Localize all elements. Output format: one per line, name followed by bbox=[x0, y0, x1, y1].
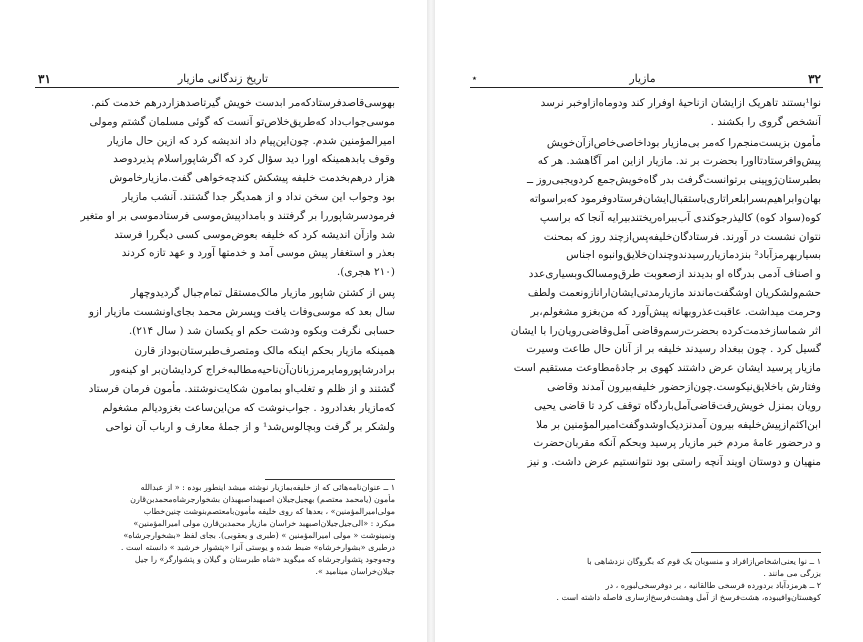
text-line: هزار درهم‌بخدمت خلیفه پیشکش کندچه‌خواهی گفت.مازیارخاموش bbox=[109, 172, 395, 185]
left-footnote-rule bbox=[265, 479, 395, 480]
right-page bbox=[435, 0, 863, 642]
text-line: امیرالمؤمنین شدم. چون‌این‌پیام داد اندیشه کرد که ازین حال مازیار bbox=[107, 134, 395, 147]
footnote-line: درطبری «بشوارخرشاه» ضبط شده و یوستی آنرا «پتشوار خرشید » دانسته است . bbox=[120, 543, 395, 552]
right-page-header bbox=[472, 66, 821, 86]
footnote-line: ۱ ــ نوا یعنی‌اشخاص‌ازافراد و منسوبان یک قوم که بگروگان نزدشاهی با bbox=[587, 557, 821, 566]
text-line: فرمودسرشاپوررا بر گرفتند و بامدادپیش‌موسی فرستادموسی بر او متغیر bbox=[80, 209, 395, 222]
text-line: و اصناف آدمی بدرگاه او بدیدند ازصعوبت طرق‌ومسالک‌وبسیاری‌عدد bbox=[528, 268, 821, 281]
right-footnote-rule bbox=[691, 552, 821, 553]
text-line: بهوسی‌قاصدفرستادکه‌مر ابدست خویش گیرتاصدهزاردرهم خدمت کنم. bbox=[91, 97, 395, 109]
right-running-title: مازیار bbox=[629, 72, 656, 85]
footnote-line: ۱ ــ عنوان‌نامه‌هائی که از خلیفه‌بمازیار نوشته میشد اینطور بوده : « از عبدالله bbox=[140, 483, 395, 492]
text-line: مأمون بزیست‌منجم‌را که‌مر بی‌مازیار بوداخاصی‌خاص‌از‌آن‌خویش bbox=[546, 136, 821, 149]
text-line: بود وجواب این سخن نداد و از همدیگر جدا گشتند. آنشب مازیار bbox=[122, 190, 395, 203]
right-page-body bbox=[472, 94, 821, 472]
text-line: پیش‌وافرستادتااورا بحضرت بر ند. مازیار ازاین امر آگاهشد. هر که bbox=[537, 155, 821, 168]
right-paragraph-1 bbox=[472, 94, 821, 132]
footnote-line: ونمینوشت « مولی امیرالمؤمنین » (طبری و یعقوبی). بجای لفظ «بشخوارجرشاه» bbox=[123, 531, 395, 540]
text-line: حسابی نگرفت وبکوه ودشت حکم او یکسان شد ( سال ۲۱۴). bbox=[128, 324, 395, 337]
left-header-rule bbox=[35, 87, 399, 88]
text-line: موسی‌جواب‌داد که‌طریق‌خلاص‌تو آنست که گوئی مسلمان گشتم ومولی bbox=[89, 115, 395, 128]
text-line: بهان‌وابراهیم‌بسر‌ابلعراتاری‌باستقبال‌ایشان‌فرستادوفرمود که‌بر‌اسواته bbox=[529, 192, 821, 205]
text-line: ولشکر بر گرفت وبچالوس‌شد¹ و از جملهٔ معارف و ارباب آن نواحی bbox=[105, 420, 395, 433]
text-line: منهیان و دوستان اویند آنچه راستی بود نتوانستیم عرض داشت. و نیز bbox=[527, 456, 821, 469]
text-line: کوه‌(سواد کوه) کالیذرجوکندی آب‌ببراه‌ریختندبیرایه آنجا که براسپ bbox=[539, 211, 821, 224]
text-line: سال بعد که موسی‌وفات یافت وپسرش محمد بجای‌او‌نشست مازیار ازو bbox=[88, 305, 395, 318]
text-line: نتوان نشست در آورند. فرستادگان‌خلیفه‌پس‌از‌چند روز که بمحنت bbox=[543, 230, 821, 243]
footnote-line: جیلان‌خراسان میناميد ». bbox=[315, 567, 395, 576]
text-line: بطبرستان‌ژوپینی بر‌توانست‌گرفت بدر گاه‌خویش‌جمع کردویجبی‌روز ــ bbox=[526, 174, 821, 187]
left-footnotes bbox=[38, 482, 395, 578]
left-paragraph-1 bbox=[38, 94, 395, 282]
book-gutter bbox=[427, 0, 435, 642]
text-line: مازیار پرسید ایشان عرض داشتند کهوی بر جادهٔ‌مطاوعت مستقیم است bbox=[513, 362, 821, 375]
text-line: که‌مازیار بغدادرود . جواب‌نوشت که من‌این‌ساعت بغزودیالم مشغولم bbox=[102, 401, 395, 414]
right-header-rule bbox=[470, 87, 823, 88]
text-line: وفتارش باخلایق‌نیکوست.چون‌ازحضور خلیفه‌بیرون آمدند وقاضی bbox=[547, 380, 821, 393]
left-page-number: ۳۱ bbox=[38, 72, 51, 86]
footnote-line: وجه‌وجود پتشوار‌جرشاه که میگوید «شاه طبرستان و گیلان و پتشوارگر» را جیل bbox=[134, 555, 395, 564]
text-line: حشم‌ولشکریان اوشگفت‌ماندند مازیارمدتی‌ایشان‌ارانازونعمت ولطف bbox=[527, 286, 821, 299]
text-line: نوا¹بستند تاهریک ازایشان ازناحیهٔ اوفرار کند ودوماه‌ازاوخبر نرسد bbox=[540, 97, 821, 109]
left-page-header bbox=[38, 66, 395, 86]
footnote-line: بزرگی می مانند . bbox=[763, 569, 821, 578]
text-line: بسیار‌بهرمزآباد² بنزدمازیار‌رسیدندوچندان‌خلایق‌وانبوه اجناس bbox=[566, 249, 821, 262]
text-line: بعذر و استغفار پیش موسی آمد و خدمتها آورد و عهد تازه کردند bbox=[121, 247, 395, 260]
text-line: و درحضور عامهٔ مردم خبر مازیار پرسید وبحکم آنکه مقربان‌حضرت bbox=[533, 437, 821, 450]
footnote-line: کوهستان‌وافیبوده، هشت‌فرسخ از آمل وهشت‌فرسخ‌ازساری فاصله داشته است . bbox=[556, 593, 821, 602]
left-page bbox=[0, 0, 427, 642]
text-line: آنشخص گروی را بکشند . bbox=[710, 115, 821, 128]
right-paragraph-2 bbox=[472, 134, 821, 472]
right-footnotes bbox=[472, 556, 821, 604]
text-line: شد وازآن اندیشه کرد که خلیفه بعوض‌موسی کسی دیگررا فرستد bbox=[114, 228, 395, 241]
footnote-line: ۲ ــ هرمزدآباد بر‌دو‌رده فرسخی طالقانیه ، بر دوفرسخی‌لبوره ، در bbox=[605, 581, 821, 590]
text-line: رویان بمنزل خویش‌رفت‌قاضی‌آمل‌باردگاه توقف کرد تا قاضی یحیی bbox=[534, 399, 821, 412]
left-paragraph-2 bbox=[38, 284, 395, 340]
footnote-line: مولی‌امیرالمؤمنین» ، بعدها که روی خلیفه مأمون‌بامعتصم‌بنوشت چنین‌خطاب bbox=[143, 507, 395, 516]
text-line: گشتند و از ظلم و تغلب‌او بمامون شکایت‌نوشتند. مأمون فرمان فرستاد bbox=[88, 382, 395, 395]
text-line: همینکه مازیار بحکم اینکه مالک ومتصرف‌طبرستان‌بوداز قارن bbox=[134, 345, 395, 358]
text-line: ابن‌اکثم‌ازپیش‌خلیفه بیرون آمد‌نزدیک‌اوشدو‌گفت‌امیرالمؤمنین بر ملا bbox=[536, 418, 821, 431]
left-page-body bbox=[38, 94, 395, 436]
right-page-number: ۳۲ bbox=[808, 72, 821, 86]
text-line: پس از کشتن شاپور مازیار مالک‌مستقل تمام‌جبال گردیدوچهار bbox=[130, 286, 395, 299]
text-line: (۲۱۰ هجری). bbox=[336, 266, 395, 279]
right-page-marker: ٭ bbox=[472, 74, 477, 84]
text-line: وقوف یابدهمینکه اورا دید سؤال کرد که اگرشاپورا‌سلام پذیردوصد bbox=[113, 153, 395, 166]
footnote-line: مأمون (یامحمد معتصم) بهجیل‌جیلان اصبهبد‌اصبهبذان بشخوار‌جرشاه‌محمدبن‌قارن bbox=[130, 495, 395, 504]
text-line: وحرمت میداشت. عاقبت‌عذروبهانه پیش‌آورد که من‌بغزو مشغولم،بر bbox=[530, 305, 821, 318]
text-line: برادرشاپورومایرمرزبانان‌آن‌ناحیه‌مطالبه‌خراج کردایشان‌بر او کینه‌ور bbox=[110, 364, 395, 377]
footnote-line: میکرد : «الی‌جیل‌جیلان‌اصبهبد خراسان مازیار محمدبن‌قارن مولی امیرالمؤمنین» bbox=[133, 519, 395, 528]
text-line: گسیل کرد . چون ببغداد رسیدند خلیفه بر از آنان حال طاعت وسیرت bbox=[526, 343, 821, 356]
left-paragraph-3 bbox=[38, 342, 395, 436]
left-running-title: تاریخ زندگانی مازیار bbox=[177, 72, 269, 85]
text-line: اثر شما‌سازخدمت‌کرده بحضرت‌رسم‌وقاضی آمل‌وقاضی‌رویان‌را با ایشان bbox=[510, 324, 821, 337]
